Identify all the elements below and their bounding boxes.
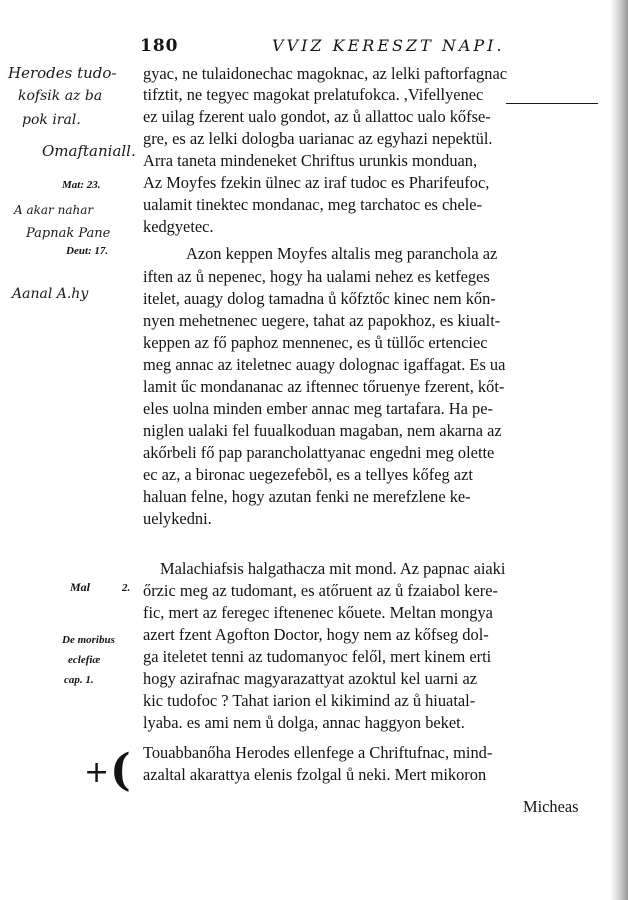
- margin-note: Mat: 23.: [62, 179, 101, 191]
- text-line: lyaba. es ami nem ů dolga, annac haggyon beket.: [143, 713, 465, 732]
- text-line: meg annac az iteletnec auagy dolognac igaffagat. Es ua: [143, 355, 506, 374]
- text-line: hogy azirafnac magyarazattyat azoktul kel uarni az: [143, 669, 478, 688]
- running-title: VVIZ KERESZT NAPI.: [272, 36, 505, 55]
- text-line: haluan felne, hogy azutan fenki ne merefzlene ke-: [143, 487, 471, 506]
- text-line: keppen az fő paphoz mennenec, es ů tüllőc ertenciec: [143, 333, 488, 352]
- text-line: Malachiafsis halgathacza mit mond. Az papnac aiaki: [160, 559, 506, 578]
- text-line: Azon keppen Moyfes altalis meg paranchola az: [186, 244, 498, 263]
- handwritten-note: Herodes tudo-: [8, 64, 117, 82]
- handwritten-note: Omaftaniall.: [42, 142, 136, 160]
- text-line: nyen mehetnenec uegere, tahat az papokhoz, es kiualt-: [143, 311, 501, 330]
- text-line: ga iteletet tenni az tudomanyoc felől, mert kinem erti: [143, 647, 492, 666]
- text-line: kedgyetec.: [143, 217, 214, 236]
- hand-underline: [506, 103, 598, 104]
- text-line: akőrbeli fő pap parancholattyanac engedni meg olette: [143, 443, 495, 462]
- text-line: niglen ualaki fel fuualkoduan magaban, nem akarna az: [143, 421, 502, 440]
- text-line: ec az, a bironac uegezefebõl, es a tellyes kőfeg azt: [143, 465, 473, 484]
- margin-note: Deut: 17.: [66, 245, 109, 257]
- margin-note: De moribus: [62, 634, 115, 646]
- text-line: iften az ů nepenec, hogy ha ualami nehez es ketfeges: [143, 267, 490, 286]
- margin-note: Mal: [70, 580, 91, 594]
- text-line: kic tudofoc ? Tahat iarion el kikimind az ů hiuatal-: [143, 691, 476, 710]
- text-line: lamit űc mondananac az iftennec tőruenye fzerent, kőt-: [143, 377, 505, 396]
- text-line: azaltal akarattya elenis fzolgal ů neki. Mert mikoron: [143, 765, 487, 784]
- text-line: azert fzent Agofton Doctor, hogy nem az kőfseg dol-: [143, 625, 489, 644]
- text-line: Az Moyfes fzekin ülnec az iraf tudoc es Pharifeufoc,: [143, 173, 490, 192]
- margin-note: cap. 1.: [64, 674, 94, 686]
- handwritten-bracket: (: [110, 745, 131, 796]
- handwritten-note: pok iral.: [22, 112, 81, 128]
- text-line: fic, mert az feregec iftenenec kőuete. Meltan mongya: [143, 603, 493, 622]
- handwritten-note: A akar nahar: [14, 203, 94, 217]
- text-line: ez uilag fzerent ualo gondot, az ů allattoc ualo kőfse-: [143, 107, 491, 126]
- handwritten-note: Aanal A.hy: [12, 286, 89, 302]
- running-header: [140, 36, 505, 56]
- text-line: őrzic meg az tudomant, es atőruent az ů fzaiabol kere-: [143, 581, 498, 600]
- margin-note: eclefiæ: [68, 654, 101, 666]
- text-line: eles uolna minden ember annac meg tartafara. Ha pe-: [143, 399, 493, 418]
- text-line: Touabbanőha Herodes ellenfege a Chriftufnac, mind-: [143, 743, 493, 762]
- text-line: uelykedni.: [143, 509, 212, 528]
- handwritten-note: Papnak Pane: [26, 226, 111, 241]
- page-number: 180: [140, 36, 179, 56]
- handwritten-note: kofsik az ba: [18, 88, 103, 104]
- text-line: gyac, ne tulaidonechac magoknac, az lelki paftorfagnac: [143, 64, 508, 83]
- handwritten-cross: +: [84, 755, 110, 790]
- text-line: gre, es az lelki dologba uarianac az egyhazi nepektül.: [143, 129, 493, 148]
- catchword: Micheas: [523, 797, 579, 816]
- text-line: ualamit tinektec mondanac, meg tarchatoc es chele-: [143, 195, 483, 214]
- scan-edge-shadow: [610, 0, 628, 900]
- text-line: itelet, auagy dolog tamadna ů kőfztőc kinec nem kőn-: [143, 289, 496, 308]
- margin-note: 2.: [122, 582, 131, 594]
- text-line: tifztit, ne tegyec magokat prelatufokca. ,Vifellyenec: [143, 85, 484, 104]
- text-line: Arra taneta mindeneket Chriftus urunkis monduan,: [143, 151, 478, 170]
